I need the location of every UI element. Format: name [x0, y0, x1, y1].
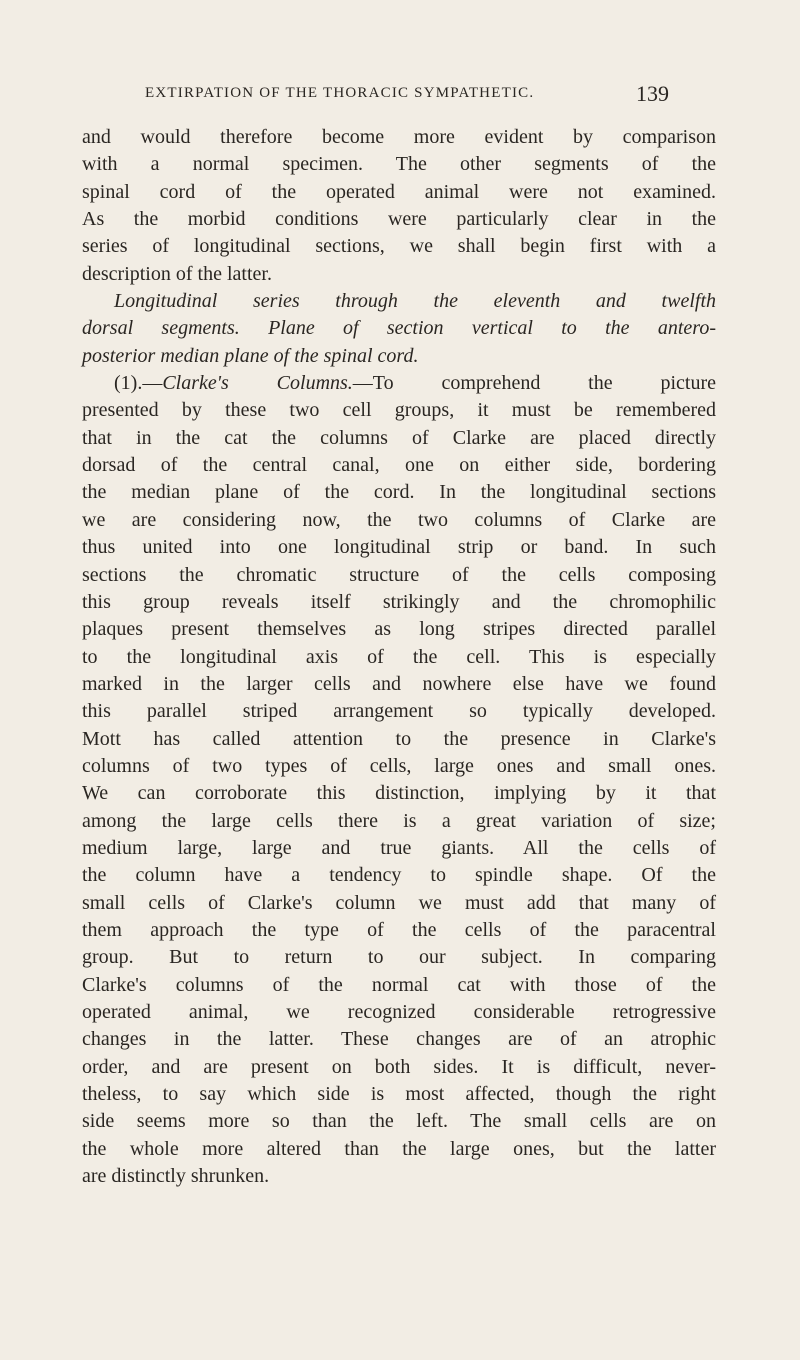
text-line: As the morbid conditions were particularly clear in the: [82, 208, 716, 231]
text-line: dorsad of the central canal, one on either side, bordering: [82, 454, 716, 477]
text-line: changes in the latter. These changes are of an atrophic: [82, 1028, 716, 1051]
section-heading: [82, 288, 716, 370]
text-line: Clarke's columns of the normal cat with those of the: [82, 973, 716, 996]
text-line: them approach the type of the cells of the paracentral: [82, 918, 716, 941]
text-line: to the longitudinal axis of the cell. This is especially: [82, 645, 716, 668]
subsection-title: Clarke's Columns.: [162, 372, 353, 395]
body-text: [82, 124, 716, 1190]
text-line: marked in the larger cells and nowhere else have we found: [82, 672, 716, 695]
text-run: —To comprehend the picture: [352, 372, 716, 395]
text-line: this parallel striped arrangement so typically developed.: [82, 700, 716, 723]
text-line: we are considering now, the two columns of Clarke are: [82, 508, 716, 531]
text-line: theless, to say which side is most affected, though the right: [82, 1083, 716, 1106]
text-line: the column have a tendency to spindle shape. Of the: [82, 864, 716, 887]
text-line: the whole more altered than the large ones, but the latter: [82, 1137, 716, 1160]
text-line: [82, 370, 716, 397]
text-line: are distinctly shrunken.: [82, 1165, 270, 1188]
paragraph-clarkes-columns: [82, 370, 716, 1190]
text-line: description of the latter.: [82, 262, 272, 285]
text-line: this group reveals itself strikingly and the chromophilic: [82, 590, 716, 613]
text-line: sections the chromatic structure of the cells composing: [82, 563, 716, 586]
text-line: among the large cells there is a great variation of size;: [82, 809, 716, 832]
text-line: columns of two types of cells, large ones and small ones.: [82, 754, 716, 777]
text-line: side seems more so than the left. The small cells are on: [82, 1110, 716, 1133]
text-line: spinal cord of the operated animal were not examined.: [82, 180, 716, 203]
paragraph-1: [82, 124, 716, 288]
text-line: We can corroborate this distinction, implying by it that: [82, 782, 716, 805]
heading-line: dorsal segments. Plane of section vertical to the antero-: [82, 317, 716, 340]
text-line: medium large, large and true giants. All the cells of: [82, 836, 716, 859]
text-line: the median plane of the cord. In the longitudinal sections: [82, 481, 716, 504]
text-line: thus united into one longitudinal strip or band. In such: [82, 536, 716, 559]
text-line: series of longitudinal sections, we shall begin first with a: [82, 235, 716, 258]
text-line: presented by these two cell groups, it must be remembered: [82, 399, 716, 422]
text-line: order, and are present on both sides. It is difficult, never-: [82, 1055, 716, 1078]
section-number: (1).—: [114, 372, 163, 395]
heading-line: posterior median plane of the spinal cord.: [82, 344, 419, 367]
page-number: 139: [636, 81, 669, 106]
text-line: that in the cat the columns of Clarke are placed directly: [82, 426, 716, 449]
text-line: and would therefore become more evident by comparison: [82, 126, 716, 148]
text-line: plaques present themselves as long stripes directed parallel: [82, 618, 716, 641]
running-head: EXTIRPATION OF THE THORACIC SYMPATHETIC.: [145, 85, 535, 101]
heading-line: Longitudinal series through the eleventh and twelfth: [114, 290, 716, 313]
text-line: small cells of Clarke's column we must add that many of: [82, 891, 716, 914]
text-line: Mott has called attention to the presence in Clarke's: [82, 727, 716, 750]
text-line: group. But to return to our subject. In comparing: [82, 946, 716, 969]
text-line: with a normal specimen. The other segments of the: [82, 153, 716, 176]
text-line: operated animal, we recognized considerable retrogressive: [82, 1001, 716, 1023]
